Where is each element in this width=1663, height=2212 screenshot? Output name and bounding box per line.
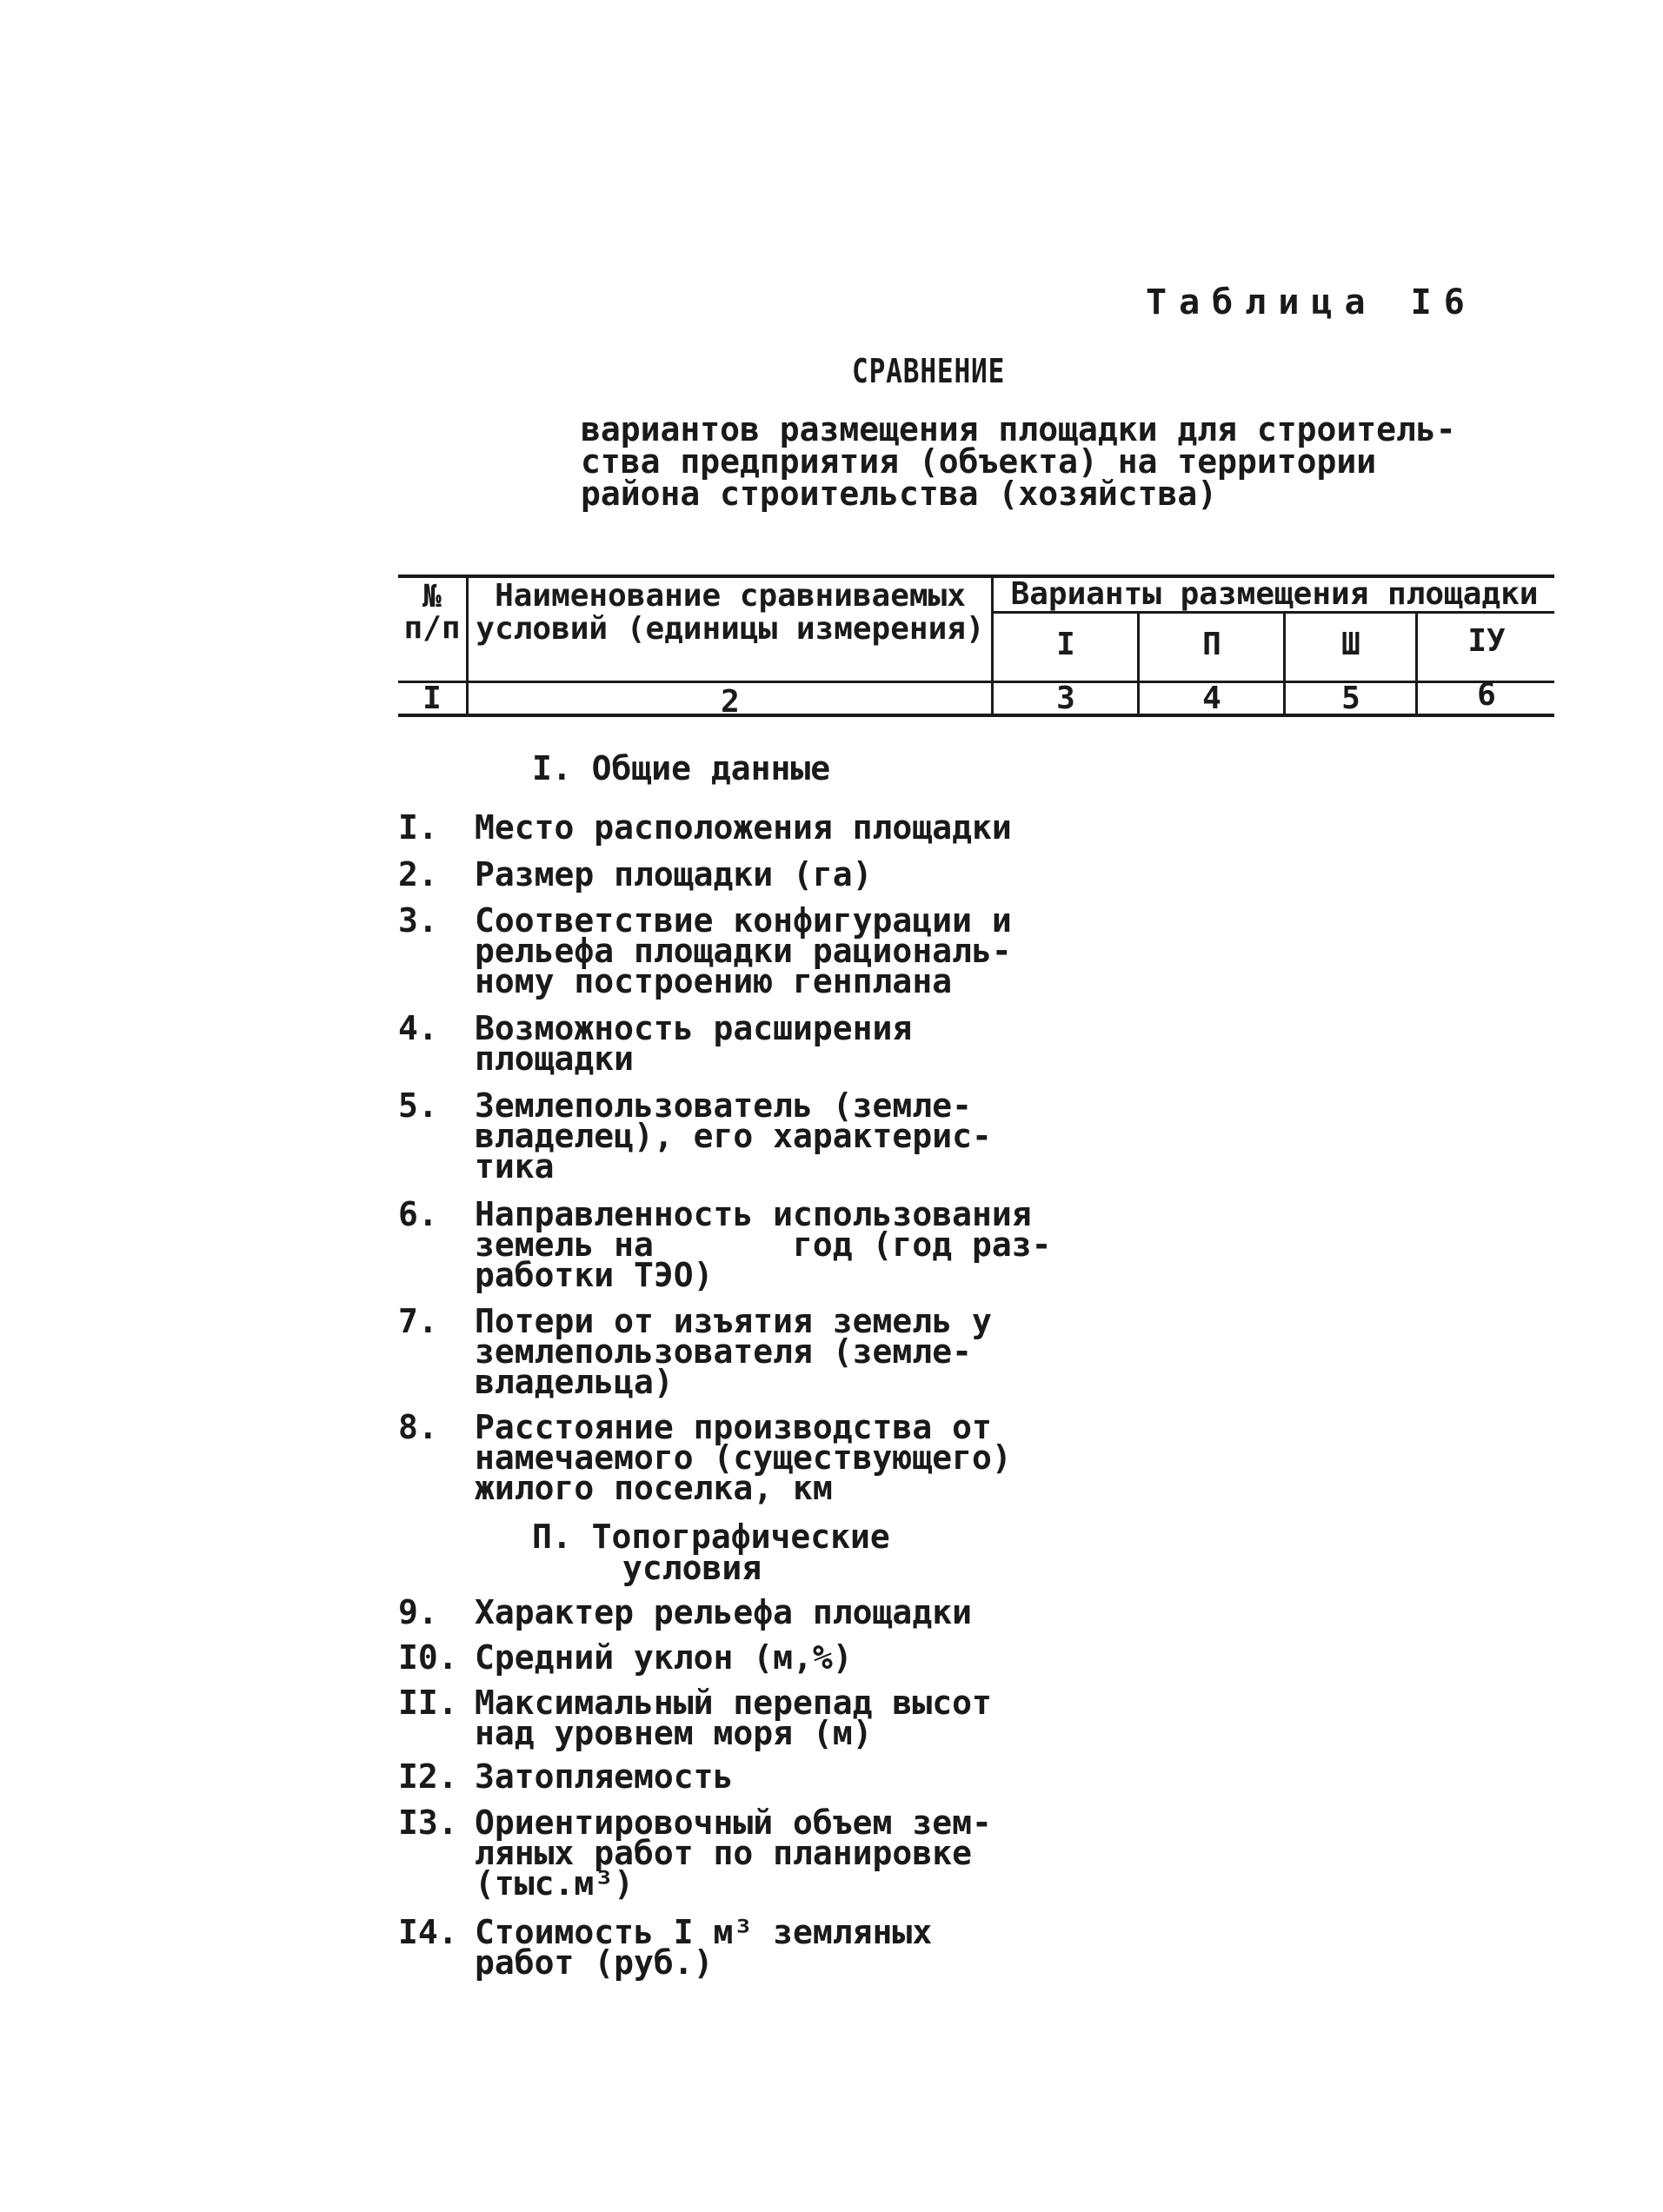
- document-title: СРАВНЕНИЕ: [852, 352, 1006, 390]
- item-text: Землепользователь (земле- владелец), его характерис- тика: [475, 1086, 992, 1186]
- item-number: 9.: [398, 1593, 438, 1631]
- item-text: Максимальный перепад высот над уровнем моря (м): [475, 1684, 992, 1752]
- col-number: 2: [721, 684, 740, 720]
- item-number: I4.: [398, 1913, 458, 1951]
- subtitle-line: вариантов размещения площадки для строитель-: [581, 410, 1456, 448]
- col-number: 4: [1202, 681, 1221, 716]
- item-text: Размер площадки (га): [475, 855, 873, 893]
- variants-header: Варианты размещения площадки: [1010, 576, 1539, 612]
- col-rule-2: [991, 575, 994, 717]
- item-text: Направленность использования земель на год (год раз- работки ТЭО): [475, 1195, 1052, 1294]
- col-rule-4: [1283, 611, 1286, 717]
- col-name-header: [471, 580, 989, 646]
- subtitle-line: ства предприятия (объекта) на территории: [581, 442, 1377, 481]
- col-rule-5: [1415, 611, 1418, 717]
- item-text: Соответствие конфигурации и рельефа площадки рациональ- ному построению генплана: [475, 901, 1012, 1000]
- item-number: 7.: [398, 1302, 438, 1340]
- subtitle-line: района строительства (хозяйства): [581, 475, 1218, 513]
- item-text: Стоимость I м³ земляных работ (руб.): [475, 1913, 933, 1982]
- item-text: Характер рельефа площадки: [475, 1593, 972, 1631]
- col-number: 5: [1341, 681, 1360, 716]
- item-number: 5.: [398, 1086, 438, 1125]
- item-text: Возможность расширения площадки: [475, 1009, 913, 1078]
- col-no-header: [398, 581, 466, 644]
- col-number: 6: [1477, 677, 1496, 713]
- variant-col-3: Ш: [1341, 627, 1360, 662]
- variant-col-1: I: [1056, 627, 1075, 662]
- col-no-label: №: [422, 579, 442, 614]
- document-subtitle: [581, 410, 1456, 513]
- item-text: Место расположения площадки: [475, 808, 1012, 847]
- item-text: Средний уклон (м,%): [475, 1638, 853, 1677]
- item-text: Потери от изъятия земель у землепользователя (земле- владельца): [475, 1302, 992, 1401]
- item-number: I0.: [398, 1638, 458, 1677]
- item-number: I3.: [398, 1803, 458, 1842]
- col-rule-3: [1137, 611, 1140, 717]
- item-number: 8.: [398, 1408, 438, 1446]
- variant-col-2: П: [1202, 627, 1221, 662]
- col-name-label: условий (единицы измерения): [476, 611, 985, 647]
- section-heading: I. Общие данные: [532, 749, 831, 787]
- col-number: 3: [1056, 681, 1075, 716]
- item-number: II.: [398, 1684, 458, 1722]
- item-text: Затопляемость: [475, 1757, 734, 1796]
- col-no-label: п/п: [403, 610, 461, 646]
- col-number: I: [422, 681, 442, 716]
- item-number: 6.: [398, 1195, 438, 1233]
- comparison-table-header: [398, 569, 1554, 720]
- item-number: I.: [398, 808, 438, 847]
- item-number: 4.: [398, 1009, 438, 1047]
- col-rule-1: [466, 575, 469, 717]
- section-heading: П. Топографические условия: [532, 1518, 890, 1587]
- item-number: 2.: [398, 855, 438, 893]
- item-text: Ориентировочный объем зем- ляных работ по планировке (тыс.м³): [475, 1803, 992, 1903]
- table-number: Таблица I6: [1146, 282, 1477, 322]
- item-text: Расстояние производства от намечаемого (существующего) жилого поселка, км: [475, 1408, 1012, 1507]
- item-number: 3.: [398, 901, 438, 940]
- variant-col-4: IУ: [1467, 623, 1506, 659]
- item-number: I2.: [398, 1757, 458, 1796]
- col-name-label: Наименование сравниваемых: [495, 578, 966, 614]
